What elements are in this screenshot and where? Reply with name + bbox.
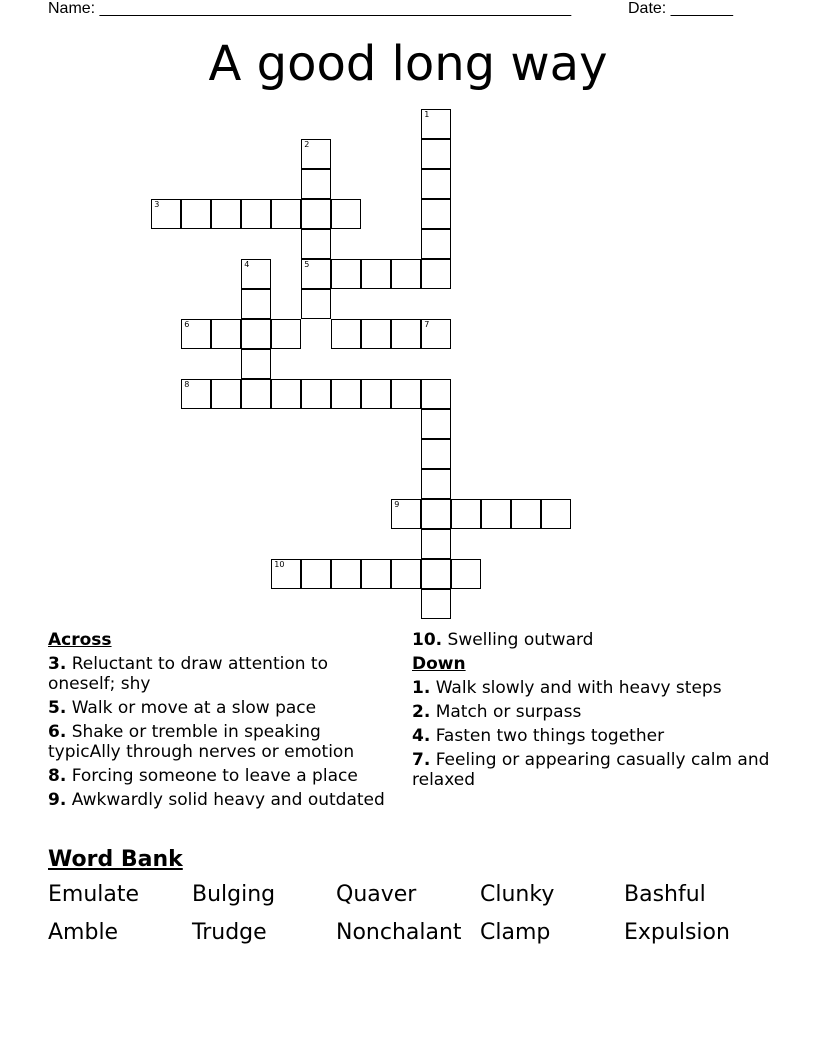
grid-cell[interactable] <box>181 319 211 349</box>
grid-cell[interactable] <box>301 379 331 409</box>
grid-cell[interactable] <box>211 319 241 349</box>
word-bank-heading: Word Bank <box>48 847 183 872</box>
grid-cell[interactable] <box>271 559 301 589</box>
word-bank-item: Bashful <box>624 882 706 907</box>
across-clue-8 <box>48 766 388 786</box>
grid-cell[interactable] <box>391 379 421 409</box>
across-heading: Across <box>48 630 112 650</box>
word-bank-item: Amble <box>48 920 119 945</box>
clue-number-label: 3 <box>154 200 160 210</box>
grid-cell[interactable] <box>271 379 301 409</box>
grid-cell[interactable] <box>181 199 211 229</box>
clue-text: Match or surpass <box>435 702 582 722</box>
name-field-label[interactable]: Name: _____________________________________________________ <box>48 0 572 17</box>
grid-cell[interactable] <box>421 529 451 559</box>
word-bank-item: Clamp <box>480 920 551 945</box>
clue-number: 5. <box>48 698 67 718</box>
grid-cell[interactable] <box>301 259 331 289</box>
down-heading: Down <box>412 654 466 674</box>
grid-cell[interactable] <box>361 559 391 589</box>
grid-cell[interactable] <box>421 559 451 589</box>
grid-cell[interactable] <box>241 289 271 319</box>
clue-text: Feeling or appearing casually calm and relaxed <box>412 750 770 790</box>
down-clue-1 <box>412 678 772 698</box>
grid-cell[interactable] <box>421 439 451 469</box>
grid-cell[interactable] <box>331 319 361 349</box>
across-clue-10 <box>412 630 772 650</box>
clue-text: Shake or tremble in speaking typicAlly through nerves or emotion <box>48 722 355 762</box>
grid-cell[interactable] <box>331 199 361 229</box>
clue-number-label: 6 <box>184 320 190 330</box>
grid-cell[interactable] <box>451 559 481 589</box>
grid-cell[interactable] <box>241 199 271 229</box>
grid-cell[interactable] <box>421 259 451 289</box>
clue-number: 8. <box>48 766 67 786</box>
grid-cell[interactable] <box>331 379 361 409</box>
clue-text: Forcing someone to leave a place <box>71 766 358 786</box>
grid-cell[interactable] <box>391 559 421 589</box>
grid-cell[interactable] <box>361 259 391 289</box>
grid-cell[interactable] <box>241 349 271 379</box>
grid-cell[interactable] <box>331 559 361 589</box>
grid-cell[interactable] <box>241 259 271 289</box>
grid-cell[interactable] <box>301 199 331 229</box>
grid-cell[interactable] <box>391 319 421 349</box>
clue-number-label: 7 <box>424 320 430 330</box>
grid-cell[interactable] <box>421 229 451 259</box>
grid-cell[interactable] <box>451 499 481 529</box>
word-bank-item: Nonchalant <box>336 920 462 945</box>
grid-cell[interactable] <box>271 319 301 349</box>
across-clue-5 <box>48 698 388 718</box>
grid-cell[interactable] <box>391 499 421 529</box>
grid-cell[interactable] <box>421 589 451 619</box>
grid-cell[interactable] <box>421 139 451 169</box>
word-bank-item: Clunky <box>480 882 555 907</box>
word-bank-item: Bulging <box>192 882 276 907</box>
word-bank-item: Quaver <box>336 882 417 907</box>
clue-number: 10. <box>412 630 443 650</box>
clue-number: 1. <box>412 678 431 698</box>
across-clue-9 <box>48 790 388 810</box>
grid-cell[interactable] <box>421 379 451 409</box>
grid-cell[interactable] <box>421 109 451 139</box>
word-bank-item: Emulate <box>48 882 140 907</box>
clue-number: 6. <box>48 722 67 742</box>
clue-text: Walk or move at a slow pace <box>71 698 317 718</box>
date-field-label[interactable]: Date: _______ <box>628 0 733 17</box>
grid-cell[interactable] <box>211 199 241 229</box>
grid-cell[interactable] <box>391 259 421 289</box>
clue-text: Reluctant to draw attention to oneself; shy <box>48 654 328 694</box>
grid-cell[interactable] <box>151 199 181 229</box>
grid-cell[interactable] <box>481 499 511 529</box>
clue-number: 4. <box>412 726 431 746</box>
clue-number-label: 5 <box>304 260 310 270</box>
grid-cell[interactable] <box>181 379 211 409</box>
grid-cell[interactable] <box>301 229 331 259</box>
clue-number: 3. <box>48 654 67 674</box>
clue-number-label: 2 <box>304 140 310 150</box>
clue-text: Awkwardly solid heavy and outdated <box>71 790 385 810</box>
grid-cell[interactable] <box>421 409 451 439</box>
grid-cell[interactable] <box>241 379 271 409</box>
clue-text: Swelling outward <box>447 630 594 650</box>
clues-left-column <box>48 630 388 814</box>
grid-cell[interactable] <box>301 139 331 169</box>
grid-cell[interactable] <box>361 379 391 409</box>
clue-number: 7. <box>412 750 431 770</box>
down-clue-2 <box>412 702 772 722</box>
clue-number-label: 10 <box>274 560 285 570</box>
grid-cell[interactable] <box>241 319 271 349</box>
grid-cell[interactable] <box>211 379 241 409</box>
clue-number-label: 9 <box>394 500 400 510</box>
page-title: A good long way <box>208 36 608 92</box>
across-clue-6 <box>48 722 388 762</box>
clue-number: 9. <box>48 790 67 810</box>
grid-cell[interactable] <box>421 499 451 529</box>
down-clue-4 <box>412 726 772 746</box>
grid-cell[interactable] <box>271 199 301 229</box>
grid-cell[interactable] <box>421 319 451 349</box>
clue-text: Walk slowly and with heavy steps <box>435 678 722 698</box>
clue-number: 2. <box>412 702 431 722</box>
grid-cell[interactable] <box>301 559 331 589</box>
grid-cell[interactable] <box>421 199 451 229</box>
down-clue-7 <box>412 750 772 790</box>
grid-cell[interactable] <box>541 499 571 529</box>
grid-cell[interactable] <box>361 319 391 349</box>
grid-cell[interactable] <box>301 169 331 199</box>
across-clue-3 <box>48 654 388 694</box>
grid-cell[interactable] <box>331 259 361 289</box>
grid-cell[interactable] <box>301 289 331 319</box>
grid-cell[interactable] <box>511 499 541 529</box>
word-bank-item: Trudge <box>192 920 267 945</box>
clue-number-label: 4 <box>244 260 250 270</box>
grid-cell[interactable] <box>421 469 451 499</box>
clues-right-column <box>412 630 772 794</box>
word-bank-item: Expulsion <box>624 920 730 945</box>
clue-number-label: 1 <box>424 110 430 120</box>
grid-cell[interactable] <box>421 169 451 199</box>
clue-text: Fasten two things together <box>435 726 665 746</box>
clue-number-label: 8 <box>184 380 190 390</box>
